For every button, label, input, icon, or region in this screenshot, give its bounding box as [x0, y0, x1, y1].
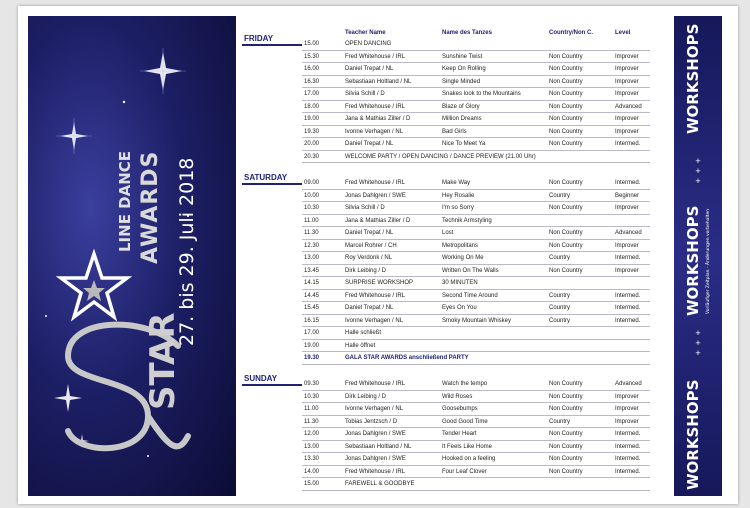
- country-cell: Non Country: [549, 128, 583, 135]
- teacher-cell: Sebastiaan Holtland / NL: [345, 443, 412, 450]
- schedule-row: [302, 51, 650, 64]
- teacher-cell: Fred Whitehouse / IRL: [345, 103, 406, 110]
- dance-cell: Million Dreams: [442, 116, 482, 122]
- time-cell: 13.30: [304, 456, 320, 462]
- dance-cell: Wild Roses: [442, 393, 473, 400]
- flyer-page: [18, 6, 738, 504]
- level-cell: Intermed.: [615, 431, 641, 437]
- schedule-row: [302, 240, 650, 253]
- teacher-cell: Marcel Rohrer / CH: [345, 242, 397, 249]
- level-cell: Improver: [615, 406, 639, 412]
- country-cell: Non Country: [549, 53, 583, 60]
- time-cell: 11.00: [304, 406, 319, 412]
- dance-cell: Tender Heart: [442, 431, 477, 437]
- event-cell: OPEN DANCING: [345, 41, 392, 47]
- time-cell: 20.30: [304, 153, 320, 160]
- poster-title-small: LINE DANCE: [116, 150, 134, 252]
- time-cell: 11.30: [304, 230, 319, 236]
- schedule-row: [302, 151, 650, 164]
- teacher-cell: Ivonne Verhagen / NL: [345, 128, 404, 135]
- country-cell: Non Country: [549, 406, 583, 412]
- time-cell: 16.30: [304, 78, 320, 85]
- day-rule: [242, 384, 302, 386]
- teacher-cell: Daniel Trepat / NL: [345, 230, 394, 236]
- time-cell: 09.30: [304, 381, 320, 387]
- level-cell: Intermed.: [615, 141, 641, 147]
- teacher-cell: Ivonne Verhagen / NL: [345, 406, 404, 412]
- country-cell: Non Country: [549, 443, 583, 450]
- country-cell: Non Country: [549, 267, 583, 274]
- schedule-row: [302, 227, 650, 240]
- schedule-row: [302, 403, 650, 416]
- level-cell: Intermed.: [615, 305, 641, 311]
- level-cell: Intermed.: [615, 317, 641, 324]
- country-cell: Non Country: [549, 456, 583, 462]
- poster-dates: 27. bis 29. Juli 2018: [176, 157, 198, 346]
- level-cell: Advanced: [615, 230, 642, 236]
- country-cell: Country: [549, 317, 571, 324]
- schedule-row: [302, 101, 650, 114]
- schedule-row: [302, 126, 650, 139]
- level-cell: Advanced: [615, 381, 642, 387]
- teacher-cell: Sebastiaan Holtland / NL: [345, 78, 412, 85]
- teacher-cell: Fred Whitehouse / IRL: [345, 468, 406, 475]
- event-cell: FAREWELL & GOODBYE: [345, 481, 415, 487]
- teacher-cell: Jonas Dahlgren / SWE: [345, 456, 406, 462]
- teacher-cell: Tobias Jentzsch / D: [345, 418, 398, 425]
- schedule-row: [302, 466, 650, 479]
- poster-brand: STAR: [143, 312, 183, 410]
- time-cell: 15.30: [304, 53, 320, 60]
- header-teacher: Teacher Name: [345, 30, 386, 36]
- dance-cell: It Feels Like Home: [442, 443, 493, 450]
- schedule-row: [302, 302, 650, 315]
- teacher-cell: Daniel Trepat / NL: [345, 66, 394, 72]
- day-rule: [242, 183, 302, 185]
- teacher-cell: Fred Whitehouse / IRL: [345, 53, 406, 60]
- schedule-row: [302, 352, 650, 365]
- country-cell: Non Country: [549, 103, 583, 110]
- time-cell: 12.00: [304, 431, 320, 437]
- time-cell: 15.00: [304, 481, 320, 487]
- time-cell: 10.30: [304, 205, 320, 211]
- time-cell: 14.15: [304, 280, 320, 286]
- header-level: Level: [615, 30, 631, 36]
- banner-workshops-mid: WORKSHOPS: [684, 205, 702, 316]
- dance-cell: Lost: [442, 230, 454, 236]
- time-cell: 11.00: [304, 217, 319, 224]
- dance-cell: Single Minded: [442, 78, 481, 85]
- time-cell: 20.00: [304, 141, 320, 147]
- country-cell: Country: [549, 418, 571, 425]
- country-cell: Non Country: [549, 66, 583, 72]
- schedule-row: [302, 190, 650, 203]
- header-dance: Name des Tanzes: [442, 30, 492, 36]
- time-cell: 19.30: [304, 355, 320, 361]
- level-cell: Intermed.: [615, 443, 641, 450]
- dance-cell: Keep On Rolling: [442, 66, 486, 72]
- event-cell: Halle öffnet: [345, 342, 376, 349]
- schedule-row: [302, 202, 650, 215]
- workshops-banner: [674, 16, 722, 496]
- time-cell: 11.30: [304, 418, 319, 425]
- dance-cell: Goosebumps: [442, 406, 478, 412]
- banner-workshops-bottom: WORKSHOPS: [684, 379, 702, 490]
- country-cell: Country: [549, 292, 571, 299]
- dance-cell: Hey Rosalie: [442, 192, 475, 199]
- country-cell: Non Country: [549, 230, 583, 236]
- schedule-row: [302, 391, 650, 404]
- dance-cell: I'm so Sorry: [442, 205, 474, 211]
- teacher-cell: Fred Whitehouse / IRL: [345, 292, 406, 299]
- country-cell: Non Country: [549, 393, 583, 400]
- schedule-row: [302, 177, 650, 190]
- dance-cell: Bad Girls: [442, 128, 467, 135]
- teacher-cell: Ivonne Verhagen / NL: [345, 317, 404, 324]
- teacher-cell: Dirk Leibing / D: [345, 393, 387, 400]
- level-cell: Improver: [615, 242, 639, 249]
- level-cell: Intermed.: [615, 456, 641, 462]
- dance-cell: Snakes look to the Mountains: [442, 91, 521, 97]
- level-cell: Improver: [615, 128, 639, 135]
- teacher-cell: Jana & Mathias Ziller / D: [345, 217, 411, 224]
- header-country: Country/Non C.: [549, 30, 593, 36]
- time-cell: 15.45: [304, 305, 320, 311]
- teacher-cell: Jonas Dahlgren / SWE: [345, 192, 406, 199]
- time-cell: 12.30: [304, 242, 320, 249]
- dance-cell: Four Leaf Clover: [442, 468, 487, 475]
- teacher-cell: Silvia Schill / D: [345, 91, 385, 97]
- time-cell: 17.00: [304, 330, 320, 336]
- dance-cell: Second Time Around: [442, 292, 498, 299]
- schedule-row: [302, 340, 650, 353]
- country-cell: Non Country: [549, 381, 583, 387]
- time-cell: 10.00: [304, 192, 320, 199]
- event-cell: Halle schließt: [345, 330, 382, 336]
- dance-cell: Good Good Time: [442, 418, 488, 425]
- time-cell: 13.45: [304, 267, 320, 274]
- country-cell: Non Country: [549, 91, 583, 97]
- dance-cell: Eyes On You: [442, 305, 477, 311]
- schedule-row: [302, 252, 650, 265]
- time-cell: 15.00: [304, 41, 320, 47]
- teacher-cell: Roy Verdonk / NL: [345, 255, 393, 261]
- schedule-row: [302, 378, 650, 391]
- level-cell: Advanced: [615, 103, 642, 110]
- dance-cell: Blaze of Glory: [442, 103, 480, 110]
- poster-title-large: AWARDS: [138, 150, 163, 264]
- schedule-row: [302, 478, 650, 491]
- teacher-cell: Daniel Trepat / NL: [345, 305, 394, 311]
- level-cell: Improver: [615, 267, 639, 274]
- country-cell: Non Country: [549, 141, 583, 147]
- teacher-cell: Dirk Leibing / D: [345, 267, 387, 274]
- country-cell: Country: [549, 305, 571, 311]
- dance-cell: Smoky Mountain Whiskey: [442, 317, 512, 324]
- teacher-cell: Silvia Schill / D: [345, 205, 385, 211]
- time-cell: 10.30: [304, 393, 320, 400]
- schedule-row: [302, 277, 650, 290]
- time-cell: 16.00: [304, 66, 320, 72]
- event-cell: WELCOME PARTY / OPEN DANCING / DANCE PREVIEW (21.00 Uhr): [345, 153, 536, 160]
- dance-cell: Nice To Meet Ya: [442, 141, 486, 147]
- level-cell: Intermed.: [615, 255, 641, 261]
- time-cell: 17.00: [304, 91, 320, 97]
- dance-cell: Written On The Walls: [442, 267, 499, 274]
- level-cell: Improver: [615, 91, 639, 97]
- level-cell: Improver: [615, 116, 639, 122]
- time-cell: 19.00: [304, 342, 320, 349]
- schedule-row: [302, 113, 650, 126]
- banner-dots: + + +: [695, 156, 701, 186]
- time-cell: 14.45: [304, 292, 320, 299]
- country-cell: Non Country: [549, 242, 583, 249]
- dance-cell: 30 MINUTEN: [442, 280, 478, 286]
- schedule-row: [302, 63, 650, 76]
- day-rule: [242, 44, 302, 46]
- schedule-table: [242, 16, 650, 498]
- time-cell: 14.00: [304, 468, 320, 475]
- dance-cell: Make Way: [442, 180, 471, 186]
- teacher-cell: SURPRISE WORKSHOP: [345, 280, 414, 286]
- schedule-row: [302, 38, 650, 51]
- schedule-row: [302, 428, 650, 441]
- level-cell: Improver: [615, 66, 639, 72]
- time-cell: 13.00: [304, 443, 320, 450]
- time-cell: 13.00: [304, 255, 320, 261]
- country-cell: Non Country: [549, 431, 583, 437]
- poster-artwork: [28, 16, 236, 496]
- time-cell: 19.00: [304, 116, 320, 122]
- level-cell: Improver: [615, 78, 639, 85]
- event-cell: GALA STAR AWARDS anschließend PARTY: [345, 355, 469, 361]
- time-cell: 16.15: [304, 317, 320, 324]
- country-cell: Non Country: [549, 116, 583, 122]
- dance-cell: Hooked on a feeling: [442, 456, 496, 462]
- schedule-row: [302, 315, 650, 328]
- country-cell: Non Country: [549, 205, 583, 211]
- teacher-cell: Jana & Mathias Ziller / D: [345, 116, 411, 122]
- level-cell: Intermed.: [615, 292, 641, 299]
- level-cell: Improver: [615, 393, 639, 400]
- schedule-row: [302, 290, 650, 303]
- level-cell: Beginner: [615, 192, 640, 199]
- teacher-cell: Jonas Dahlgren / SWE: [345, 431, 406, 437]
- schedule-row: [302, 265, 650, 278]
- time-cell: 09.00: [304, 180, 320, 186]
- poster-panel: [28, 16, 236, 496]
- level-cell: Intermed.: [615, 468, 641, 475]
- teacher-cell: Fred Whitehouse / IRL: [345, 381, 406, 387]
- time-cell: 18.00: [304, 103, 320, 110]
- level-cell: Improver: [615, 53, 639, 60]
- banner-workshops-top: WORKSHOPS: [684, 23, 702, 134]
- dance-cell: Metropolitans: [442, 242, 479, 249]
- schedule-row: [302, 327, 650, 340]
- schedule-row: [302, 215, 650, 228]
- country-cell: Country: [549, 255, 571, 261]
- country-cell: Country: [549, 192, 571, 199]
- schedule-row: [302, 453, 650, 466]
- schedule-row: [302, 416, 650, 429]
- banner-dots: + + +: [695, 328, 701, 358]
- schedule-row: [302, 76, 650, 89]
- level-cell: Intermed.: [615, 180, 641, 186]
- country-cell: Non Country: [549, 180, 583, 186]
- schedule-row: [302, 441, 650, 454]
- dance-cell: Technik Armstyling: [442, 217, 492, 224]
- teacher-cell: Daniel Trepat / NL: [345, 141, 394, 147]
- country-cell: Non Country: [549, 468, 583, 475]
- day-sunday: SUNDAY: [244, 374, 278, 383]
- time-cell: 19.30: [304, 128, 320, 135]
- level-cell: Improver: [615, 418, 639, 425]
- country-cell: Non Country: [549, 78, 583, 85]
- dance-cell: Watch the tempo: [442, 381, 488, 387]
- dance-cell: Working On Me: [442, 255, 484, 261]
- schedule-row: [302, 138, 650, 151]
- level-cell: Improver: [615, 205, 639, 211]
- day-friday: FRIDAY: [244, 34, 274, 43]
- banner-note: Vorläufiger Zeitplan - Änderungen vorbehalten: [706, 208, 711, 314]
- teacher-cell: Fred Whitehouse / IRL: [345, 180, 406, 186]
- schedule-row: [302, 88, 650, 101]
- day-saturday: SATURDAY: [244, 173, 288, 182]
- dance-cell: Sunshine Twist: [442, 53, 483, 60]
